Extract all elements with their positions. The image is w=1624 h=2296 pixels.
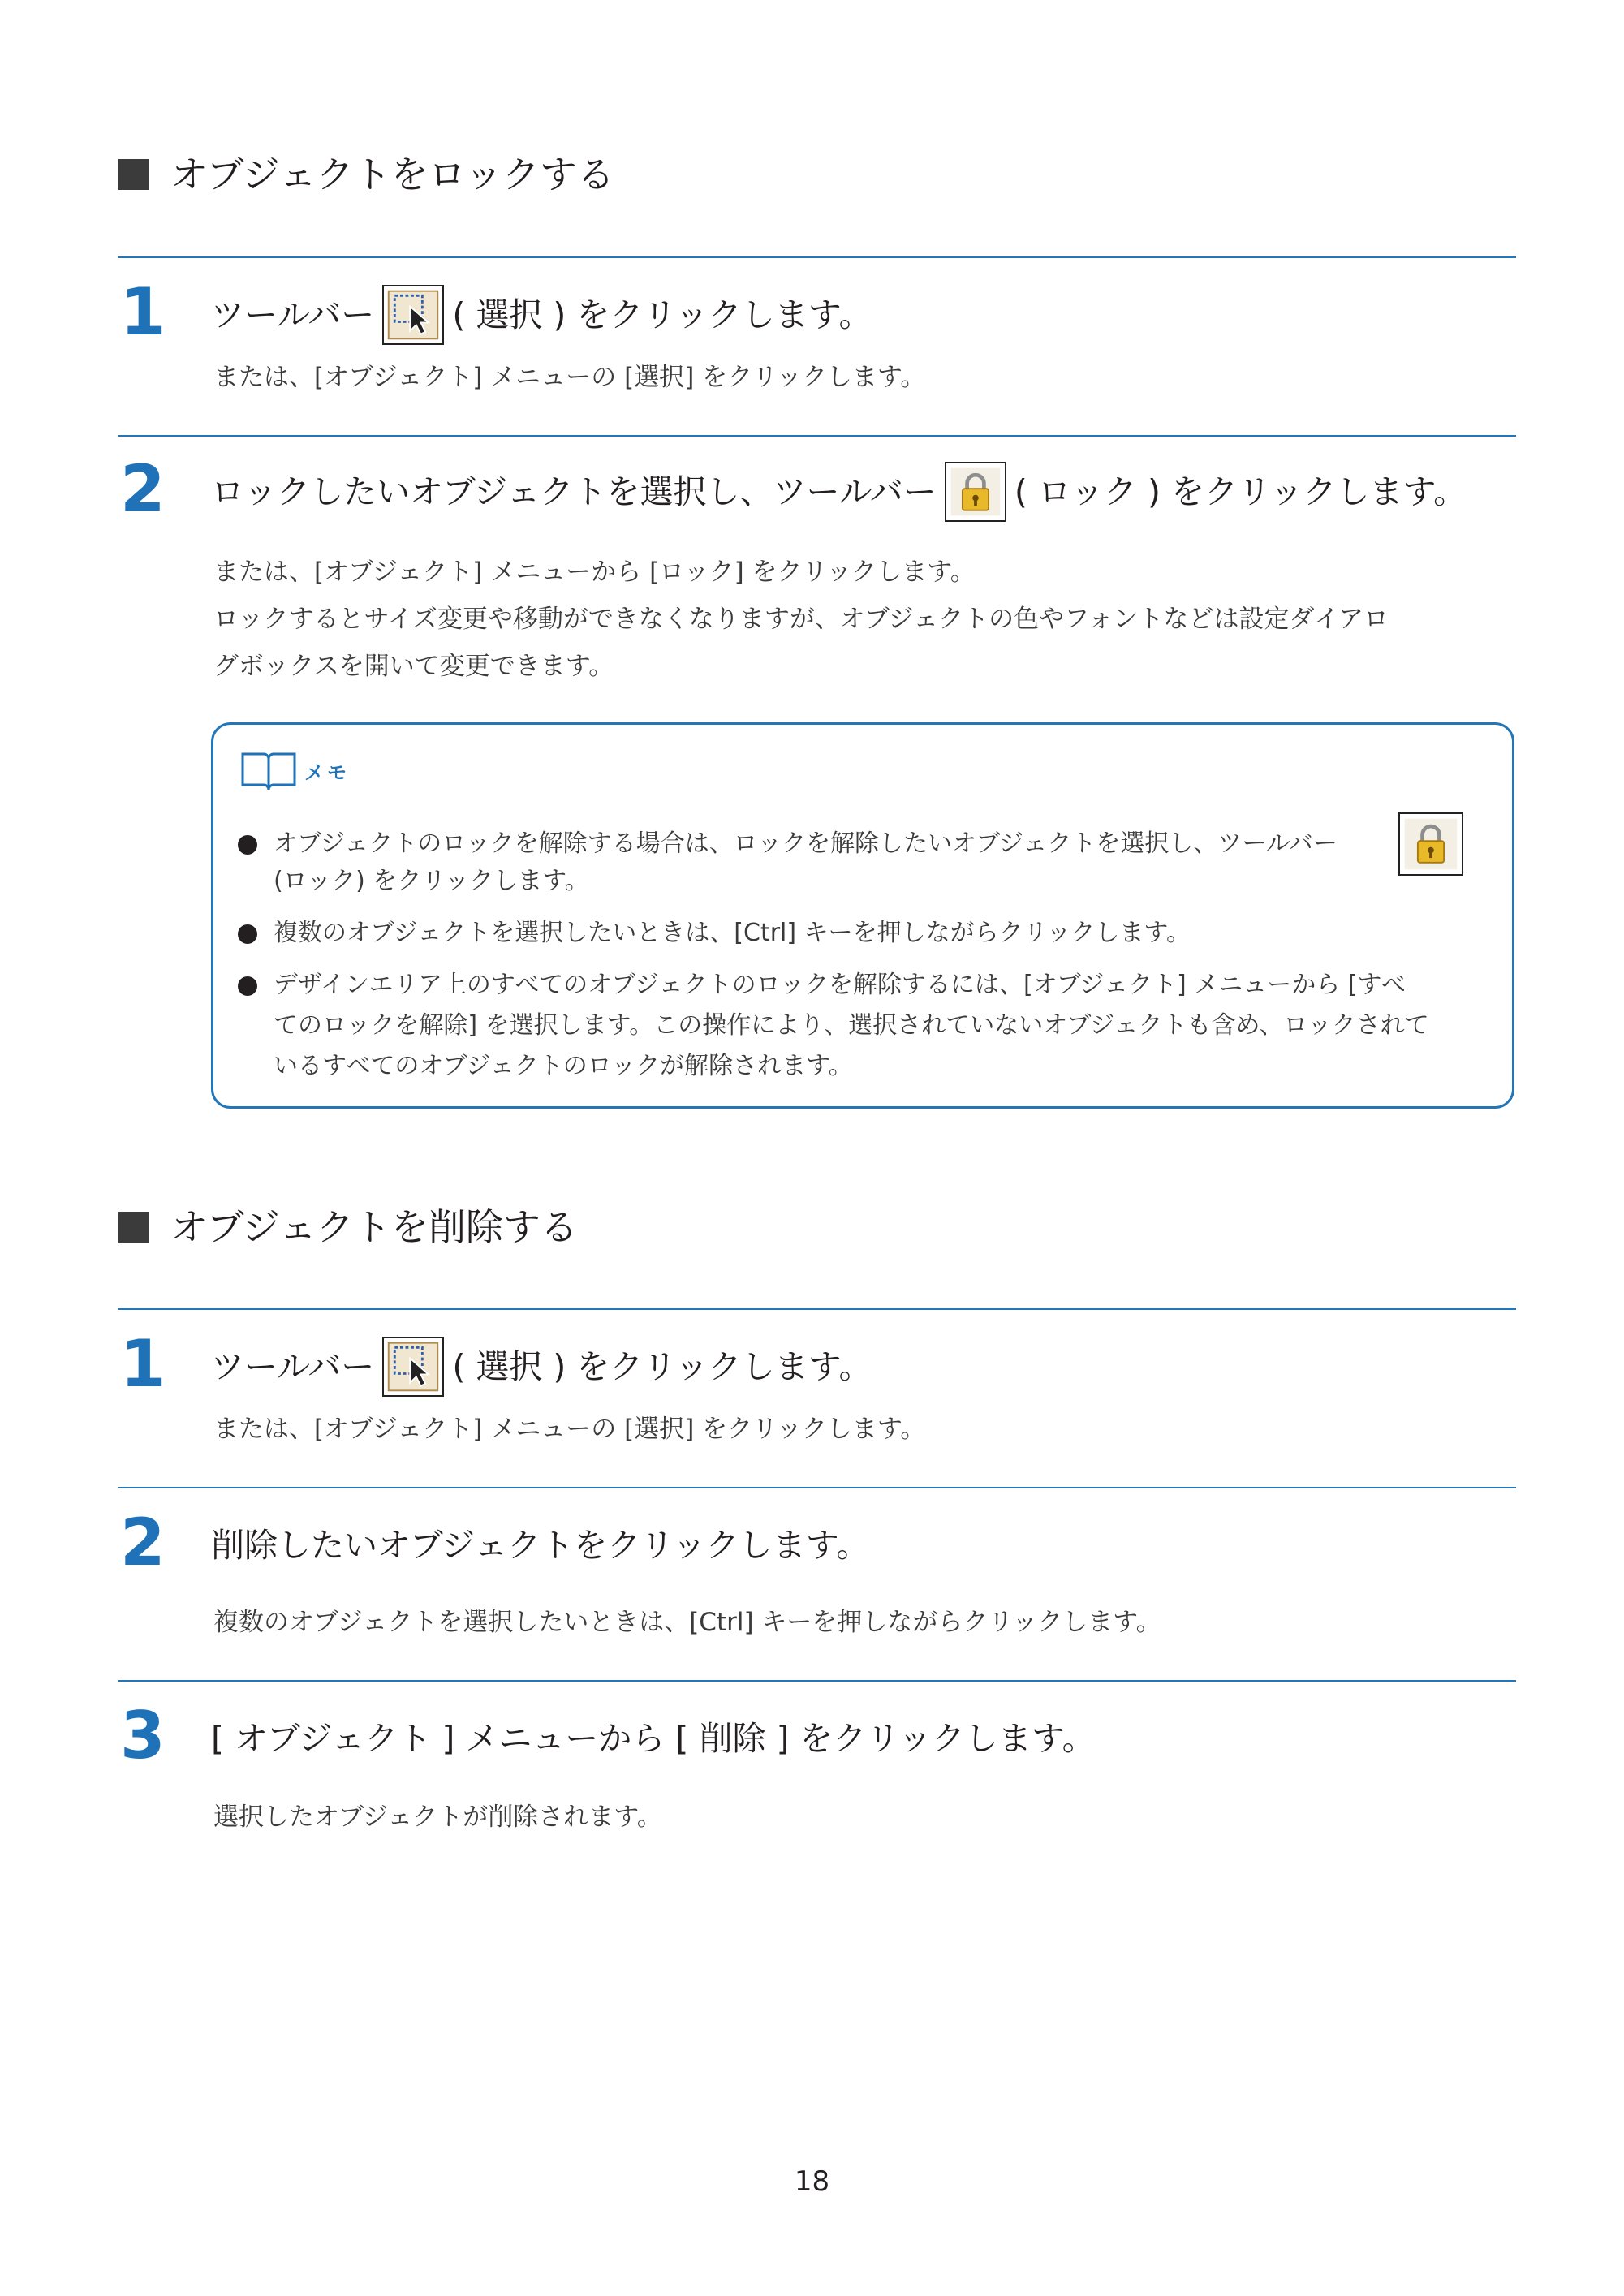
lock-tool-icon: [945, 462, 1006, 522]
section-title-lock: [118, 150, 614, 199]
page-number: 18: [794, 2165, 830, 2198]
memo-bullet-item: オブジェクトのロックを解除する場合は、ロックを解除したいオブジェクトを選択し、ツールバー: [238, 824, 1338, 864]
divider: [118, 435, 1516, 437]
divider: [118, 1308, 1516, 1310]
memo-bullet-continuation: (ロック) をクリックします。: [274, 867, 589, 895]
section-title-text: オブジェクトを削除する: [170, 1205, 578, 1249]
step-instruction: [211, 1334, 872, 1399]
step-instruction: [211, 282, 872, 347]
step-note: 複数のオブジェクトを選択したいときは、[Ctrl] キーを押しながらクリックします。: [213, 1608, 1161, 1637]
book-icon: [239, 747, 298, 793]
memo-bullet-continuation: いるすべてのオブジェクトのロックが解除されます。: [274, 1052, 853, 1080]
step-number: 3: [120, 1698, 166, 1773]
memo-label: メモ: [304, 760, 350, 784]
divider: [118, 1487, 1516, 1488]
divider: [118, 256, 1516, 258]
bullet-icon: [238, 924, 257, 944]
memo-bullet-item: 複数のオブジェクトを選択したいときは、[Ctrl] キーを押しながらクリックします。: [238, 913, 1191, 954]
lock-tool-icon: [1398, 812, 1463, 876]
step-note: または、[オブジェクト] メニューの [選択] をクリックします。: [213, 363, 926, 392]
square-bullet-icon: [118, 159, 149, 190]
bullet-icon: [238, 835, 257, 855]
memo-bullet-item: デザインエリア上のすべてのオブジェクトのロックを解除するには、[オブジェクト] メニューから [すべ: [238, 965, 1406, 1006]
divider: [118, 1680, 1516, 1682]
section-title-delete: [118, 1203, 578, 1251]
step-number: 1: [120, 1326, 166, 1402]
step-text-suffix: ( ロック ) をクリックします。: [1014, 472, 1467, 511]
step-text-prefix: ツールバー: [211, 295, 375, 334]
step-instruction: [211, 459, 1467, 524]
step-number: 1: [120, 274, 166, 350]
step-text-prefix: ロックしたいオブジェクトを選択し、ツールバー: [211, 472, 937, 511]
step-note: グボックスを開いて変更できます。: [213, 652, 614, 681]
memo-box: [211, 722, 1514, 1109]
bullet-icon: [238, 976, 257, 996]
step-number: 2: [120, 1505, 166, 1580]
step-note: ロックするとサイズ変更や移動ができなくなりますが、オブジェクトの色やフォントなどは設定ダイアロ: [213, 605, 1389, 634]
step-text-suffix: ( 選択 ) をクリックします。: [452, 1347, 872, 1386]
section-title-text: オブジェクトをロックする: [170, 153, 614, 196]
step-text-prefix: ツールバー: [211, 1347, 375, 1386]
select-tool-icon: [382, 1337, 444, 1397]
select-tool-icon: [382, 285, 444, 345]
square-bullet-icon: [118, 1212, 149, 1243]
step-note: または、[オブジェクト] メニューの [選択] をクリックします。: [213, 1415, 926, 1444]
memo-bullet-continuation: てのロックを解除] を選択します。この操作により、選択されていないオブジェクトも含め、ロックされて: [274, 1011, 1429, 1040]
step-note: または、[オブジェクト] メニューから [ロック] をクリックします。: [213, 558, 976, 587]
step-text-suffix: ( 選択 ) をクリックします。: [452, 295, 872, 334]
step-instruction: 削除したいオブジェクトをクリックします。: [211, 1526, 870, 1565]
step-note: 選択したオブジェクトが削除されます。: [213, 1803, 662, 1832]
step-instruction: [ オブジェクト ] メニューから [ 削除 ] をクリックします。: [211, 1719, 1096, 1758]
memo-header: [239, 747, 350, 793]
step-number: 2: [120, 451, 166, 527]
